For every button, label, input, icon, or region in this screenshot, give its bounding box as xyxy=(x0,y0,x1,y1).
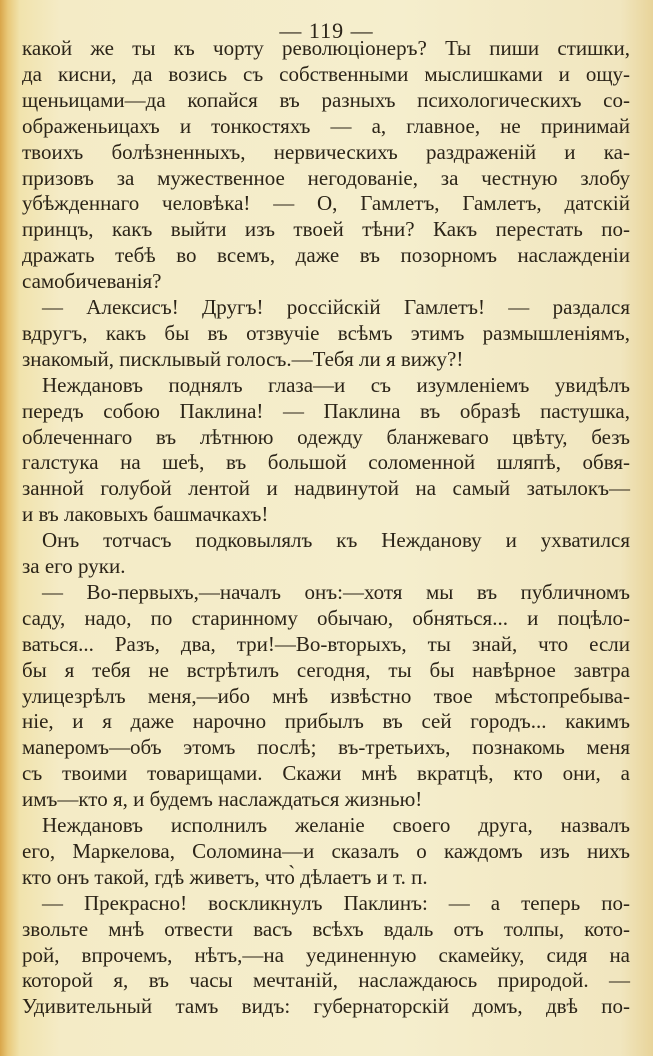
text-line: какой же ты къ чорту революціонеръ? Ты пиши стишки, xyxy=(22,36,630,60)
text-line: да кисни, да возись съ собственными мыслишками и ощу- xyxy=(22,61,630,86)
text-line: самобичеванія? xyxy=(22,269,162,294)
text-line: и въ лаковыхъ башмачкахъ! xyxy=(22,502,269,527)
text-line: звольте мнѣ отвести васъ всѣхъ вдаль отъ толпы, кото- xyxy=(22,916,630,941)
text-line: облеченнаго въ лѣтнюю одежду бланжеваго цвѣту, безъ xyxy=(22,424,630,449)
text-line: съ твоими товарищами. Скажи мнѣ вкратцѣ, кто они, а xyxy=(22,761,630,786)
text-line: его, Маркелова, Соломина—и сказалъ о каждомъ изъ нихъ xyxy=(22,838,630,863)
text-line: имъ—кто я, и будемъ наслаждаться жизнью! xyxy=(22,787,423,812)
text-line: рой, впрочемъ, нѣтъ,—на уединенную скамейку, сидя на xyxy=(22,942,630,967)
text-line: Неждановъ исполнилъ желаніе своего друга, назвалъ xyxy=(42,813,630,837)
text-line: Онъ тотчасъ подковылялъ къ Нежданову и ухватился xyxy=(42,528,630,553)
text-line: ніе, и я даже нарочно прибылъ въ сей городъ... какимъ xyxy=(22,709,630,734)
text-line: занной голубой лентой и надвинутой на самый затылокъ— xyxy=(22,476,630,501)
text-line: маneромъ—объ этомъ послѣ; въ-третьихъ, познакомь меня xyxy=(22,735,630,760)
text-line: галстука на шеѣ, въ большой соломенной шляпѣ, обвя- xyxy=(22,450,630,475)
page-number: — 119 — xyxy=(279,18,374,43)
text-line: твоихъ болѣзненныхъ, нервическихъ раздраженій и ка- xyxy=(22,139,630,164)
text-line: дражать тебѣ во всемъ, даже въ позорномъ наслажденіи xyxy=(22,243,630,268)
text-line: передъ собою Паклина! — Паклина въ образѣ пастушка, xyxy=(22,398,630,423)
text-line: вдругъ, какъ бы въ отзвучіе всѣмъ этимъ размышленіямъ, xyxy=(22,320,630,345)
text-line: бы я тебя не встрѣтилъ сегодня, ты бы навѣрное завтра xyxy=(22,657,630,682)
text-line: саду, надо, по старинному обычаю, обняться... и поцѣло- xyxy=(22,605,630,630)
text-line: — Во-первыхъ,—началъ онъ:—хотя мы въ публичномъ xyxy=(42,579,630,604)
text-line: — Прекрасно! воскликнулъ Паклинъ: — а теперь по- xyxy=(42,890,630,915)
text-line: ображеньицахъ и тонкостяхъ — а, главное, не принимай xyxy=(22,113,630,138)
text-line: кто онъ такой, гдѣ живетъ, что̀ дѣлаетъ и т. п. xyxy=(22,864,428,889)
text-line: убѣжденнаго человѣка! — О, Гамлетъ, Гамлетъ, датскій xyxy=(22,191,630,216)
text-line: улицезрѣлъ меня,—ибо мнѣ извѣстно твое мѣстопребыва- xyxy=(22,683,630,708)
text-line: принцъ, какъ выйти изъ твоей тѣни? Какъ перестать по- xyxy=(22,217,630,242)
text-line: Неждановъ поднялъ глаза—и съ изумленіемъ увидѣлъ xyxy=(42,372,630,397)
text-line: Удивительный тамъ видъ: губернаторскій домъ, двѣ по- xyxy=(22,994,630,1019)
text-line: за его руки. xyxy=(22,554,126,578)
text-line: щеньицами—да копайся въ разныхъ психологическихъ со- xyxy=(22,87,630,112)
text-line: призовъ за мужественное негодованіе, за честную злобу xyxy=(22,165,630,190)
text-line: ваться... Разъ, два, три!—Во-вторыхъ, ты знай, что если xyxy=(22,631,630,656)
text-line: которой я, въ часы мечтаній, наслаждаюсь природой. — xyxy=(22,968,630,993)
text-line: знакомый, писклывый голосъ.—Тебя ли я вижу?! xyxy=(22,346,464,371)
text-line: — Алексисъ! Другъ! россійскій Гамлетъ! — раздался xyxy=(42,295,630,319)
